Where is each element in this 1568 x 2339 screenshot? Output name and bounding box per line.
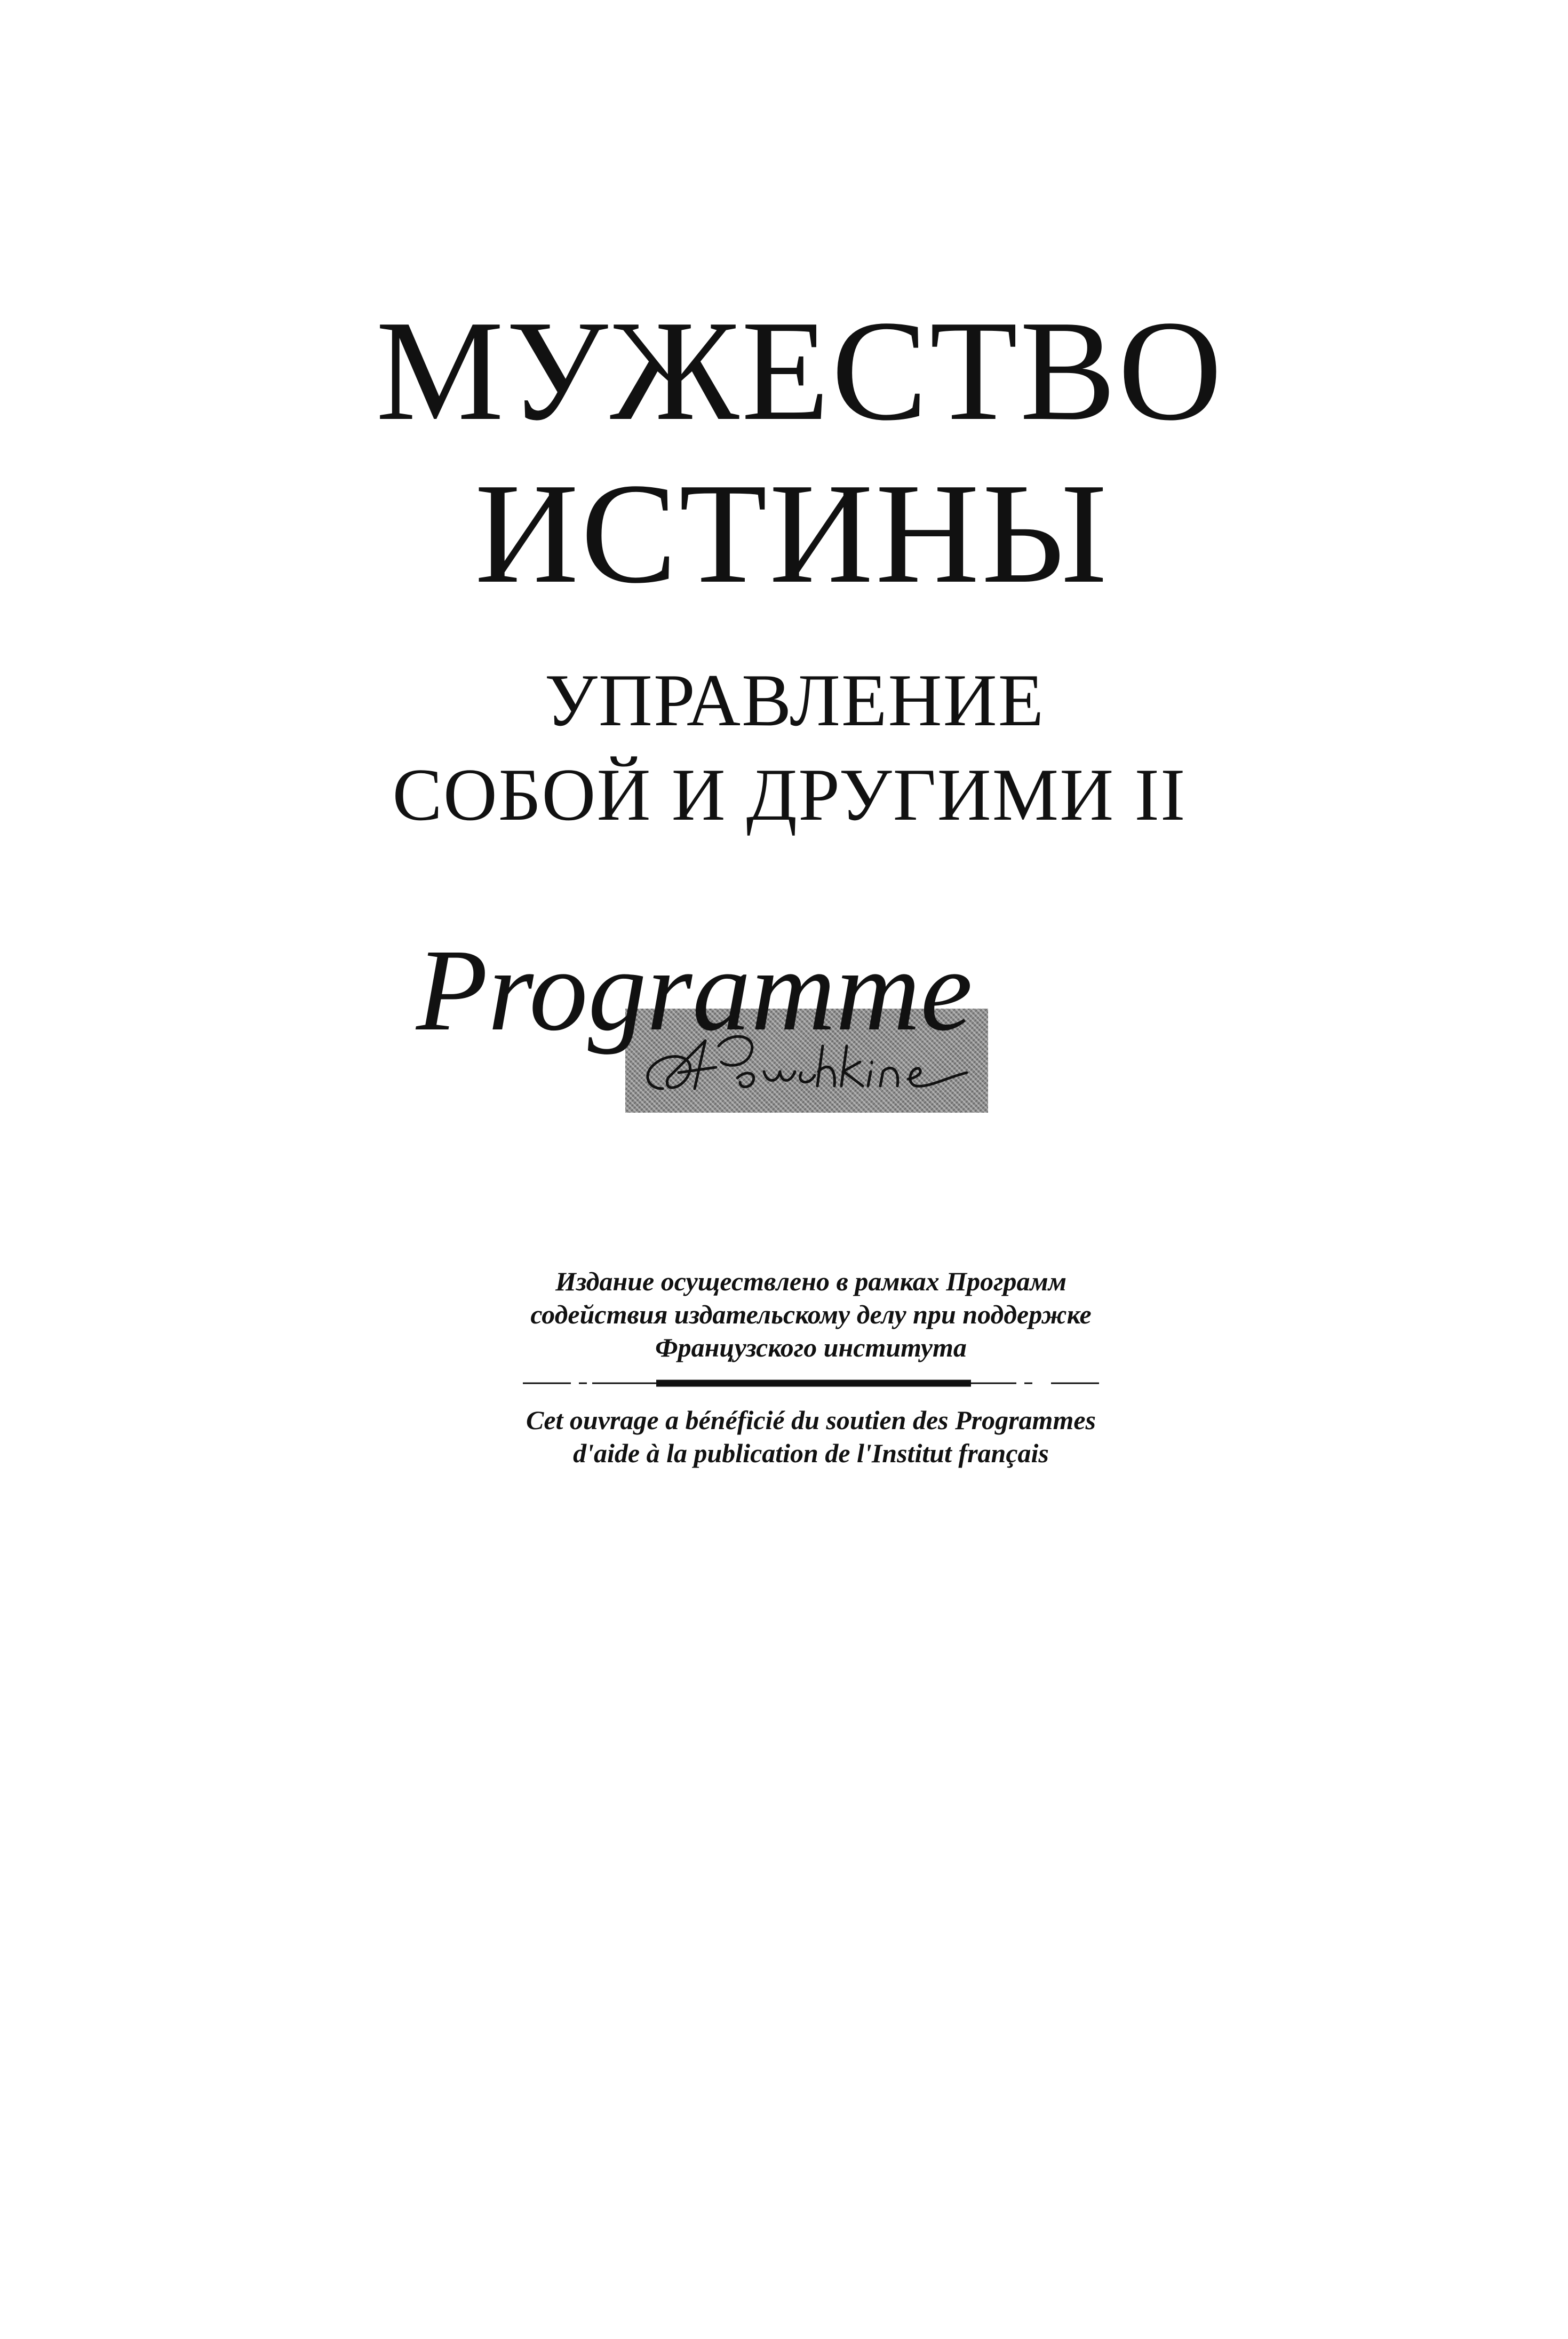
book-title-line-2: ИСТИНЫ bbox=[474, 454, 1110, 613]
book-title-line-1: МУЖЕСТВО bbox=[376, 291, 1224, 450]
programme-pouchkine-logo bbox=[416, 926, 1003, 1118]
support-note-ru-line-3: Французского института bbox=[655, 1333, 967, 1362]
decorative-divider bbox=[512, 1373, 1110, 1394]
support-note-fr-line-2: d'aide à la publication de l'Institut français bbox=[573, 1438, 1049, 1468]
support-note-fr-line-1: Cet ouvrage a bénéficié du soutien des Programmes bbox=[526, 1405, 1096, 1435]
support-note-ru-line-2: содействия издательскому делу при поддержке bbox=[530, 1299, 1092, 1329]
support-note-ru-line-1: Издание осуществлено в рамках Программ bbox=[555, 1266, 1067, 1296]
book-subtitle-line-2: СОБОЙ И ДРУГИМИ II bbox=[392, 754, 1187, 836]
book-subtitle-line-1: УПРАВЛЕНИЕ bbox=[544, 659, 1045, 742]
programme-word: Programme bbox=[416, 925, 973, 1055]
